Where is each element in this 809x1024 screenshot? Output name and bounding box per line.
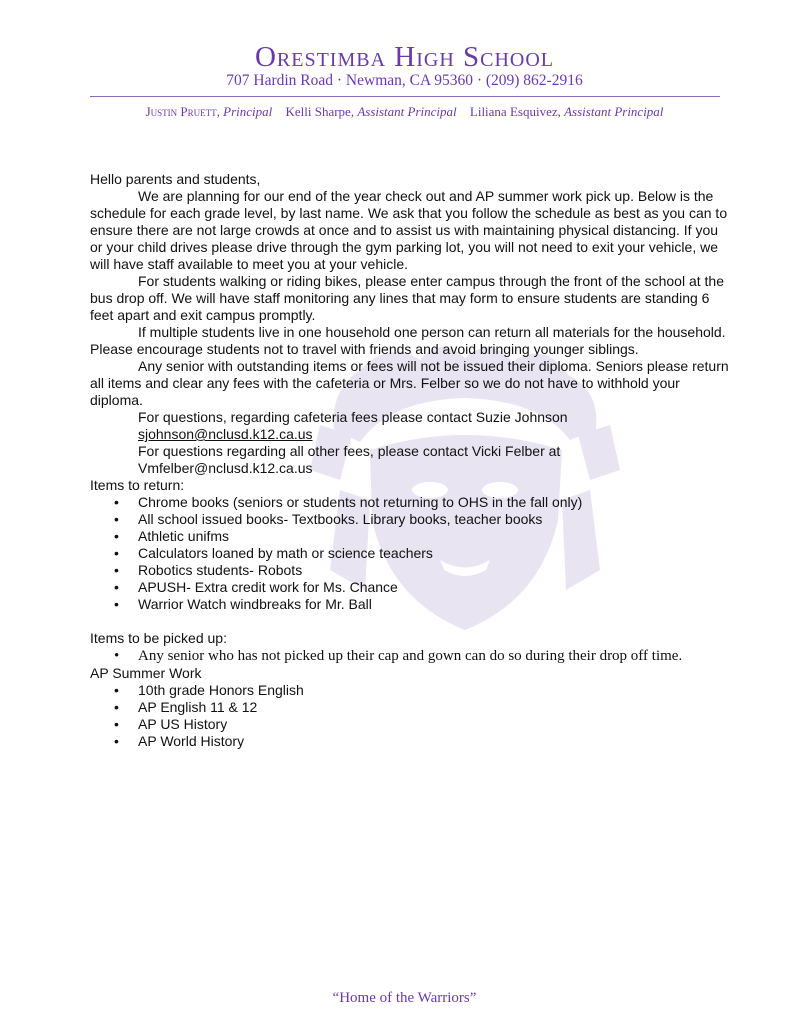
school-address: 707 Hardin Road · Newman, CA 95360 · (209) 862-2916 xyxy=(226,72,583,89)
list-item: • Warrior Watch windbreaks for Mr. Ball xyxy=(90,596,730,613)
summer-list xyxy=(90,682,730,750)
list-item: • AP English 11 & 12 xyxy=(90,699,730,716)
pickup-list xyxy=(90,647,730,665)
email-link-cafeteria[interactable]: sjohnson@nclusd.k12.ca.us xyxy=(138,426,313,442)
staff-line: Justin Pruett, Principal Kelli Sharpe, Assistant Principal Liliana Esquivez, Assistant Principal xyxy=(145,104,664,119)
list-item: • Calculators loaned by math or science teachers xyxy=(90,545,730,562)
footer-motto: “Home of the Warriors” xyxy=(332,990,477,1006)
return-heading: Items to return: xyxy=(90,477,185,493)
list-item: • 10th grade Honors English xyxy=(90,682,730,699)
list-item: • Athletic unifms xyxy=(90,528,730,545)
email-fees: Vmfelber@nclusd.k12.ca.us xyxy=(138,460,313,476)
paragraph-walking: For students walking or riding bikes, please enter campus through the front of the school at the bus drop off. We will have staff monitoring any lines that may form to ensure students are standing 6 feet apart and exit campus promptly. xyxy=(90,273,724,323)
summer-heading: AP Summer Work xyxy=(90,665,202,681)
list-item: • All school issued books- Textbooks. Library books, teacher books xyxy=(90,511,730,528)
list-item: • Chrome books (seniors or students not returning to OHS in the fall only) xyxy=(90,494,730,511)
principal-title: Principal xyxy=(223,104,273,119)
list-item: • Robotics students- Robots xyxy=(90,562,730,579)
assistant-principal-title: Assistant Principal xyxy=(564,104,664,119)
school-name: Orestimba High School xyxy=(254,41,555,73)
principal-name: Justin Pruett xyxy=(145,104,217,119)
list-item: • APUSH- Extra credit work for Ms. Chance xyxy=(90,579,730,596)
paragraph-seniors: Any senior with outstanding items or fees will not be issued their diploma. Seniors please return all items and clear any fees with the cafeteria or Mrs. Felber so we do not have to withhold your diploma. xyxy=(90,358,729,408)
assistant-principal-name: Liliana Esquivez xyxy=(469,104,558,119)
assistant-principal-title: Assistant Principal xyxy=(357,104,457,119)
list-item: • AP World History xyxy=(90,733,730,750)
contact-fees: For questions regarding all other fees, please contact Vicki Felber at xyxy=(138,443,561,459)
return-list xyxy=(90,494,730,613)
pickup-heading: Items to be picked up: xyxy=(90,630,227,646)
list-item: • Any senior who has not picked up their cap and gown can do so during their drop off time. xyxy=(90,647,730,665)
assistant-principal-name: Kelli Sharpe xyxy=(285,104,351,119)
list-item: • AP US History xyxy=(90,716,730,733)
letter-body xyxy=(90,171,730,750)
contact-cafeteria: For questions, regarding cafeteria fees please contact Suzie Johnson xyxy=(138,409,568,425)
paragraph-schedule: We are planning for our end of the year check out and AP summer work pick up. Below is the schedule for each grade level, by last name. We ask that you follow the schedule as best as you can to ensure there are not large crowds at once and to assist us with maintaining physical distancing. If you or your child drives please drive through the gym parking lot, you will not need to exit your vehicle, we will have staff available to meet you at your vehicle. xyxy=(90,188,728,272)
header-divider xyxy=(90,96,720,97)
paragraph-household: If multiple students live in one household one person can return all materials for the household. Please encourage students not to travel with friends and avoid bringing younger siblings. xyxy=(90,324,726,357)
greeting: Hello parents and students, xyxy=(90,171,261,187)
